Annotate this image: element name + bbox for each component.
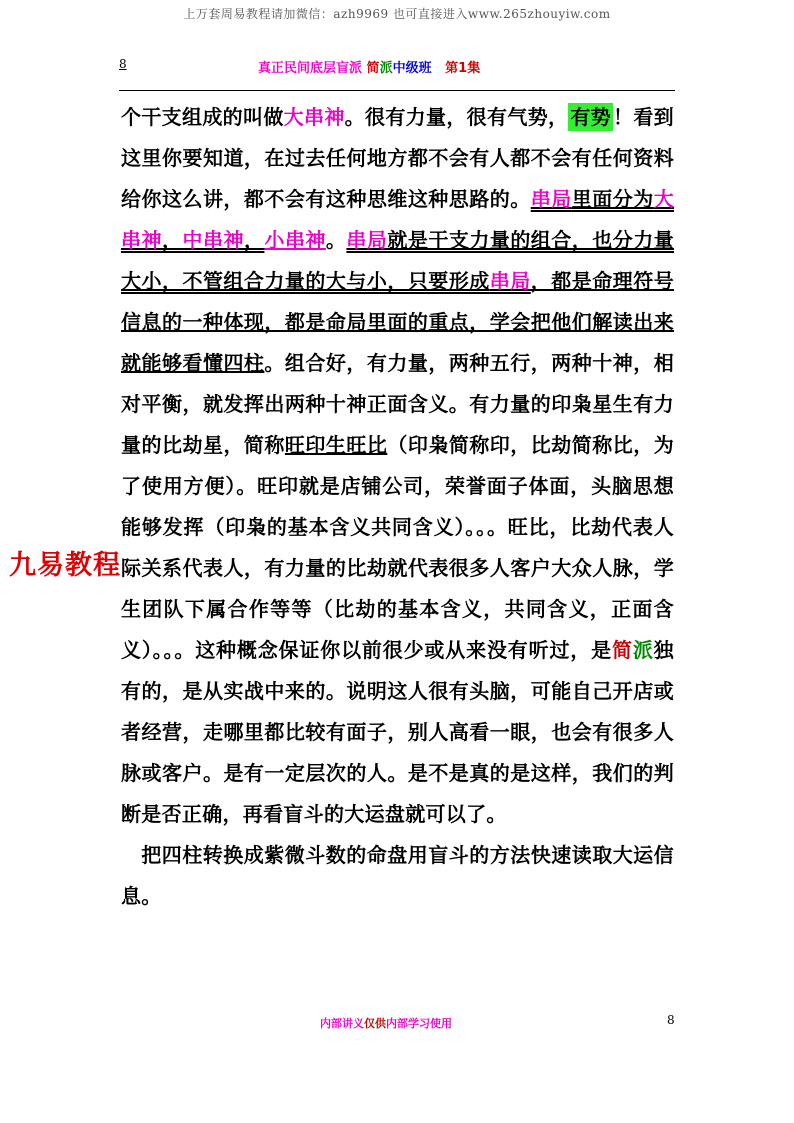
text-span: 里面分为 — [571, 187, 654, 211]
footer-page-number: 8 — [667, 1013, 675, 1027]
text-span: 。组合好，有力量，两种五行，两种十神，相对平衡，就发挥出两种十神正面含义。有力量的印枭星生有力量的比劫星，简称 — [121, 351, 674, 457]
text-span: ！看到这里你要知道，在过去任何地方都不会有人都不会有任何资料给你这么讲，都不会有这种思维这种思路的。 — [121, 105, 674, 211]
top-note: 上万套周易教程请加微信：azh9969 也可直接进入www.265zhouyiw.com — [183, 7, 611, 21]
header-page-number: 8 — [119, 57, 127, 71]
text-span: ， — [161, 228, 183, 252]
header-rule — [119, 90, 675, 91]
term-wangyin-shengwangbi: 旺印生旺比 — [284, 433, 388, 457]
header-title-part1: 真正民间底层盲派 — [258, 61, 363, 76]
term-jian: 简 — [611, 638, 633, 662]
closing-paragraph: 把四柱转换成紫微斗数的命盘用盲斗的方法快速读取大运信息。 — [121, 843, 674, 908]
term-chuanju: 串局 — [346, 228, 388, 252]
highlight-you-shi: 有势 — [570, 105, 612, 129]
term-chuanju: 串局 — [489, 269, 531, 293]
header-title-part4: 中级班 — [392, 61, 432, 76]
header-title — [258, 57, 480, 76]
header-title-part2: 简 — [366, 61, 380, 76]
body-text — [121, 97, 674, 917]
term-da-chuanshen: 大串神 — [121, 187, 674, 252]
term-da-chuanshen: 大串神 — [283, 105, 345, 129]
text-span: 。很有力量，很有气势， — [344, 105, 569, 129]
term-xiao-chuanshen: 小串神 — [264, 228, 326, 252]
header-title-part5: 第1集 — [445, 61, 481, 76]
term-pai: 派 — [632, 638, 654, 662]
text-span: 独有的，是从实战中来的。说明这人很有头脑，可能自己开店或者经营，走哪里都比较有面子，别人高看一眼，也会有很多人脉或客户。是有一定层次的人。是不是真的是这样，我们的判断是否正确，再看盲斗的大运盘就可以了。 — [121, 638, 674, 826]
footer-part3: 内部学习使用 — [386, 1017, 452, 1030]
text-span: ， — [243, 228, 265, 252]
footer-note — [320, 1015, 452, 1031]
text-span: 个干支组成的叫做 — [121, 105, 284, 129]
term-chuanju: 串局 — [530, 187, 572, 211]
text-span: （印枭简称印，比劫简称比，为了使用方便）。旺印就是店铺公司，荣誉面子体面，头脑思想能够发挥（印枭的基本含义共同含义）。。。旺比，比劫代表人际关系代表人，有力量的比劫就代表很多人客户大众人脉，学生团队下属合作等等（比劫的基本含义，共同含义，正面含义）。。。这种概念保证你以前很少或从来没有听过，是 — [121, 433, 675, 662]
header-title-part3: 派 — [379, 61, 393, 76]
underlined-span: ，都是命理符号信息的一种体现，都是命局里面的重点，学会把他们解读出来就能够看懂四柱 — [121, 269, 674, 375]
footer-part1: 内部讲义 — [320, 1017, 364, 1030]
text-span: 就是干支力量的组合，也分力量大小，不管组合力量的大与小，只要形成 — [121, 228, 675, 293]
watermark: 九易教程 — [9, 550, 121, 581]
footer-part2: 仅供 — [364, 1017, 386, 1030]
term-zhong-chuanshen: 中串神 — [182, 228, 244, 252]
text-span: 。 — [325, 228, 347, 252]
